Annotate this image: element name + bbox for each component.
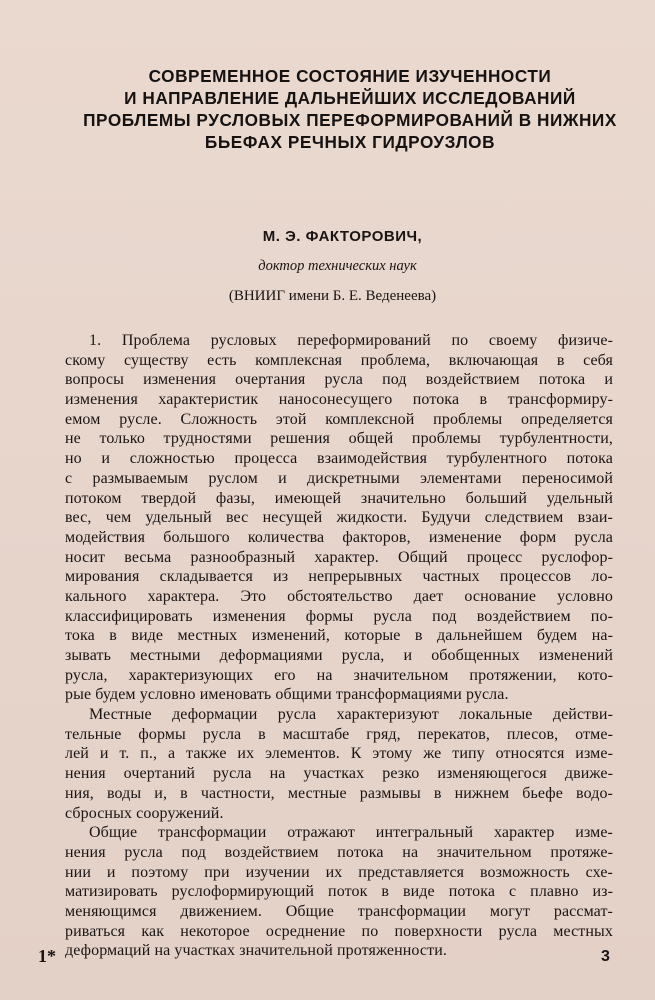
text-line: нения очертаний русла на участках резко изменяющегося движе- bbox=[65, 765, 613, 783]
text-line: русла, характеризующих его на значительном протяжении, кото- bbox=[65, 666, 613, 684]
page-number: 3 bbox=[601, 948, 610, 965]
text-line: ния, воды и, в частности, местные размывы в нижнем бьефе водо- bbox=[65, 784, 613, 802]
article-title bbox=[70, 65, 630, 153]
text-line: классифицировать изменения формы русла под воздействием по- bbox=[65, 607, 613, 625]
text-line: потоком твердой фазы, имеющей значительно больший удельный bbox=[65, 489, 613, 507]
title-line: ПРОБЛЕМЫ РУСЛОВЫХ ПЕРЕФОРМИРОВАНИЙ В НИЖНИХ bbox=[83, 110, 617, 130]
text-line: с размываемым руслом и дискретными элементами переносимой bbox=[65, 469, 613, 487]
text-line: тельные формы русла в масштабе гряд, перекатов, плесов, отме- bbox=[65, 725, 613, 743]
text-line: нения русла под воздействием потока на значительном протяже- bbox=[65, 843, 613, 861]
author-degree: доктор технических наук bbox=[258, 258, 417, 274]
text-line: матизировать руслоформирующий поток в виде потока с плавно из- bbox=[65, 883, 613, 901]
author-name: М. Э. ФАКТОРОВИЧ, bbox=[262, 228, 423, 245]
text-line: рые будем условно именовать общими трансформациями русла. bbox=[65, 686, 509, 704]
author-institute: (ВНИИГ имени Б. Е. Веденеева) bbox=[228, 288, 437, 304]
title-line: БЬЕФАХ РЕЧНЫХ ГИДРОУЗЛОВ bbox=[204, 132, 496, 152]
text-line: изменения характеристик наносонесущего потока в трансформиру- bbox=[65, 391, 613, 409]
text-line: вес, чем удельный вес несущей жидкости. Будучи следствием взаи- bbox=[65, 509, 613, 527]
text-line: модействия большого количества факторов, изменение форм русла bbox=[65, 528, 613, 546]
text-line: Местные деформации русла характеризуют локальные действи- bbox=[89, 706, 613, 724]
title-line: И НАПРАВЛЕНИЕ ДАЛЬНЕЙШИХ ИССЛЕДОВАНИЙ bbox=[124, 88, 576, 108]
paragraph bbox=[65, 331, 613, 705]
text-line: емом русле. Сложность этой комплексной проблемы определяется bbox=[65, 410, 613, 428]
text-line: сбросных сооружений. bbox=[65, 804, 224, 822]
paragraph bbox=[65, 705, 613, 823]
article-body bbox=[65, 331, 613, 961]
text-line: мирования складывается из непрерывных частных процессов ло- bbox=[65, 568, 613, 586]
text-line: зывать местными деформациями русла, и обобщенных изменений bbox=[65, 647, 613, 664]
text-line: меняющимся движением. Общие трансформации могут рассмат- bbox=[65, 902, 613, 920]
text-line: лей и т. п., а также их элементов. К этому же типу относятся изме- bbox=[65, 745, 613, 763]
text-line: вопросы изменения очертания русла под воздействием потока и bbox=[65, 371, 613, 389]
text-line: риваться как некоторое осреднение по поверхности русла местных bbox=[65, 922, 613, 940]
text-line: скому существу есть комплексная проблема, включающая в себя bbox=[65, 351, 613, 369]
paragraph bbox=[65, 823, 613, 961]
text-line: кального характера. Это обстоятельство дает основание условно bbox=[65, 587, 613, 605]
signature-mark: 1* bbox=[38, 946, 56, 966]
text-line: носит весьма разнообразный характер. Общий процесс руслофор- bbox=[65, 548, 613, 566]
text-line: нии и поэтому при изучении их представляется возможность схе- bbox=[65, 863, 613, 881]
text-line: 1. Проблема русловых переформирований по своему физиче- bbox=[89, 332, 613, 349]
text-line: но и сложностью процесса взаимодействия турбулентного потока bbox=[65, 450, 613, 468]
text-line: не только трудностями решения общей проблемы турбулентности, bbox=[65, 430, 613, 448]
title-line: СОВРЕМЕННОЕ СОСТОЯНИЕ ИЗУЧЕННОСТИ bbox=[148, 66, 552, 86]
text-line: деформаций на участках значительной протяженности. bbox=[65, 942, 447, 960]
text-line: тока в виде местных изменений, которые в дальнейшем будем на- bbox=[65, 627, 613, 645]
text-line: Общие трансформации отражают интегральный характер изме- bbox=[89, 824, 613, 842]
